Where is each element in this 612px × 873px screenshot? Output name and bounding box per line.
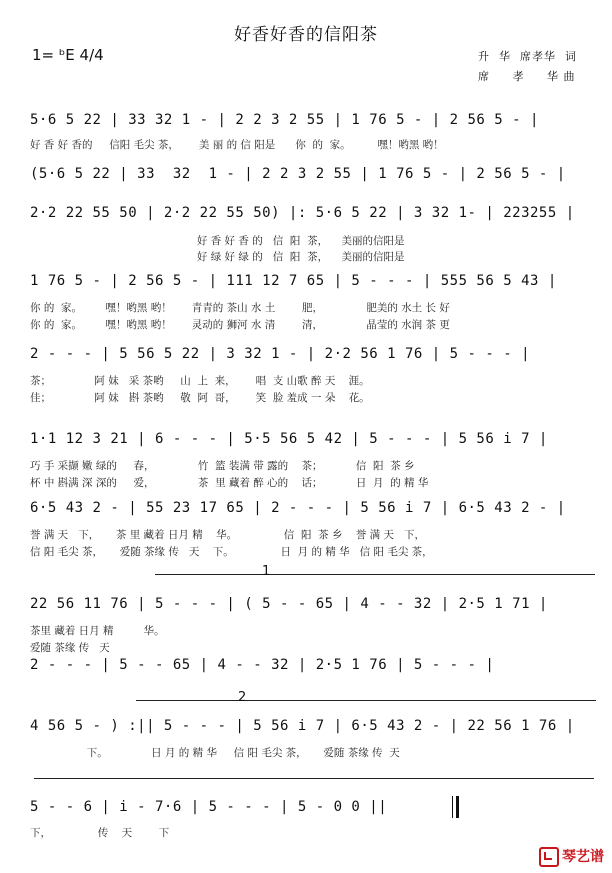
notation-line-4: 1 76 5 - | 2 56 5 - | 111 12 7 65 | 5 - - - | 555 56 5 43 |: [30, 273, 557, 289]
notation-line-7: 6·5 43 2 - | 55 23 17 65 | 2 - - - | 5 56 i 7 | 6·5 43 2 - |: [30, 500, 566, 516]
notation-line-5: 2 - - - | 5 56 5 22 | 3 32 1 - | 2·2 56 1 76 | 5 - - - |: [30, 346, 531, 362]
notation-line-8: 22 56 11 76 | 5 - - - | ( 5 - - 65 | 4 - - 32 | 2·5 1 71 |: [30, 596, 548, 612]
lyric-line-8b: 爱随 茶缘 传 天: [30, 642, 110, 654]
composer-credit: 席 孝 华 曲: [478, 70, 576, 83]
lyric-line-11: 下， 传 天 下: [30, 827, 170, 839]
notation-line-3: 2·2 22 55 50 | 2·2 22 55 50) |: 5·6 5 22 | 3 32 1- | 223255 |: [30, 205, 575, 221]
volta-number-2: 2: [238, 690, 247, 705]
volta-number-1: 1: [262, 564, 271, 579]
key-signature: 1= ᵇE 4/4: [32, 46, 104, 64]
notation-line-6: 1·1 12 3 21 | 6 - - - | 5·5 56 5 42 | 5 - - - | 5 56 i 7 |: [30, 431, 548, 447]
lyric-line-4a: 你 的 家。 嘿！哟黑 哟！ 青青的 茶山 水 土 肥， 肥美的 水土 长 好: [30, 302, 450, 314]
volta-bracket-2: [136, 700, 596, 701]
notation-line-11: 5 - - 6 | i - 7·6 | 5 - - - | 5 - 0 0 ||: [30, 799, 388, 815]
watermark-logo: [539, 846, 604, 867]
lyric-line-8a: 茶里 藏着 日月 精 华。: [30, 625, 165, 637]
lyric-line-7b: 信 阳 毛尖 茶， 爱随 茶缘 传 天 下。 日 月 的 精 华 信 阳 毛尖 茶，: [30, 546, 433, 558]
lyric-line-3a: 好 香 好 香 的 信 阳 茶， 美丽的信阳是: [30, 235, 405, 247]
qinyipu-logo-icon: [539, 847, 559, 867]
lyric-line-6b: 杯 中 斟满 深 深的 爱， 茶 里 藏着 醉 心的 话； 日 月 的 精 华: [30, 477, 429, 489]
lyric-line-1: 好 香 好 香的 信阳 毛尖 茶， 美 丽 的 信 阳是 你 的 家。 嘿！哟黑 哟！: [30, 139, 444, 151]
final-barline-thin: [452, 796, 453, 818]
lyric-line-7a: 誉 满 天 下， 茶 里 藏着 日月 精 华。 信 阳 茶 乡 誉 满 天 下，: [30, 529, 426, 541]
final-barline-thick: [456, 796, 459, 818]
volta-bracket-1: [155, 574, 595, 575]
notation-line-2: (5·6 5 22 | 33 32 1 - | 2 2 3 2 55 | 1 76 5 - | 2 56 5 - |: [30, 166, 566, 182]
lyric-line-6a: 巧 手 采撷 嫩 绿的 春， 竹 篮 装满 带 露的 茶； 信 阳 茶 乡: [30, 460, 415, 472]
lyric-line-5a: 茶； 阿 妹 采 茶哟 山 上 来， 唱 支 山歌 醉 天 涯。: [30, 375, 370, 387]
lyric-line-10: 下。 日 月 的 精 华 信 阳 毛尖 茶， 爱随 茶缘 传 天: [30, 747, 400, 759]
notation-line-10: 4 56 5 - ) :|| 5 - - - | 5 56 i 7 | 6·5 43 2 - | 22 56 1 76 |: [30, 718, 575, 734]
lyric-line-3b: 好 绿 好 绿 的 信 阳 茶， 美丽的信阳是: [30, 251, 405, 263]
song-title: 好香好香的信阳茶: [234, 25, 378, 45]
watermark-text: 琴艺谱: [562, 849, 604, 865]
notation-line-9: 2 - - - | 5 - - 65 | 4 - - 32 | 2·5 1 76 | 5 - - - |: [30, 657, 495, 673]
closing-bracket: [34, 778, 594, 779]
lyric-line-5b: 佳； 阿 妹 斟 茶哟 敬 阿 哥， 笑 脸 羞成 一 朵 花。: [30, 392, 370, 404]
lyric-line-4b: 你 的 家。 嘿！哟黑 哟！ 灵动的 狮河 水 清 清， 晶莹的 水润 茶 更: [30, 319, 450, 331]
lyricist-credit: 升 华 席孝华 词: [478, 50, 577, 63]
notation-line-1: 5·6 5 22 | 33 32 1 - | 2 2 3 2 55 | 1 76 5 - | 2 56 5 - |: [30, 112, 539, 128]
